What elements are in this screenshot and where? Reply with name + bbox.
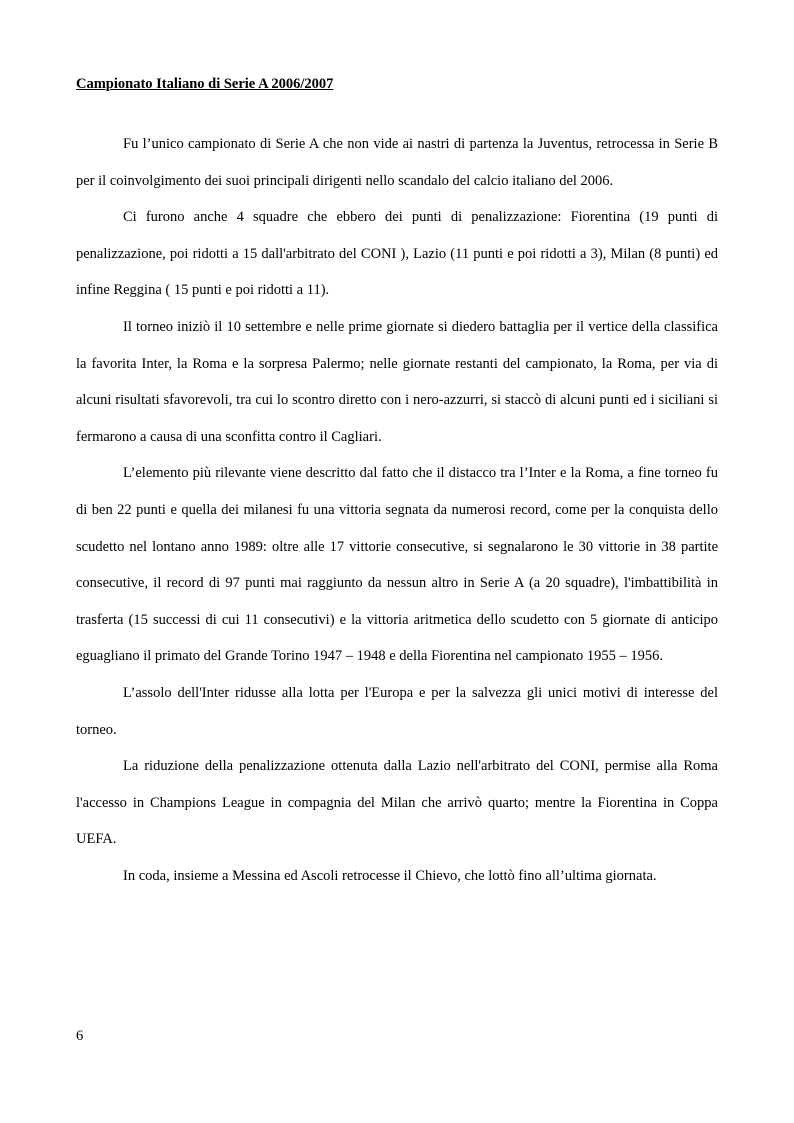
paragraph-inter-solo: L’assolo dell'Inter ridusse alla lotta per l'Europa e per la salvezza gli unici motivi di interesse del torneo. xyxy=(76,684,718,738)
paragraph-tournament-start: Il torneo iniziò il 10 settembre e nelle prime giornate si diedero battaglia per il vertice della classifica la favorita Inter, la Roma e la sorpresa Palermo; nelle giornate restanti del campionato, la Roma, per via di alcuni risultati sfavorevoli, tra cui lo scontro diretto con i nero-azzurri, si staccò di alcuni punti ed i siciliani si fermarono a causa di una sconfitta contro il Cagliari. xyxy=(76,318,718,445)
document-title: Campionato Italiano di Serie A 2006/2007 xyxy=(76,76,334,92)
paragraph-lazio-reduction: La riduzione della penalizzazione ottenuta dalla Lazio nell'arbitrato del CONI, permise alla Roma l'accesso in Champions League in compagnia del Milan che arrivò quarto; mentre la Fiorentina in Coppa UEFA. xyxy=(76,758,718,848)
paragraph-relegations: In coda, insieme a Messina ed Ascoli retrocesse il Chievo, che lottò fino all’ultima giornata. xyxy=(123,867,657,884)
document-body xyxy=(76,126,718,894)
paragraph-inter-records: L’elemento più rilevante viene descritto dal fatto che il distacco tra l’Inter e la Roma, a fine torneo fu di ben 22 punti e quella dei milanesi fu una vittoria segnata da numerosi record, come per la conquista dello scudetto nel lontano anno 1989: oltre alle 17 vittorie consecutive, si segnalarono le 30 vittorie in 38 partite consecutive, il record di 97 punti mai raggiunto da nessun altro in Serie A (a 20 squadre), l'imbattibilità in trasferta (15 successi di cui 11 consecutivi) e la vittoria aritmetica dello scudetto con 5 giornate di anticipo eguagliano il primato del Grande Torino 1947 – 1948 e della Fiorentina nel campionato 1955 – 1956. xyxy=(76,465,718,665)
paragraph-penalizations: Ci furono anche 4 squadre che ebbero dei punti di penalizzazione: Fiorentina (19 punti di penalizzazione, poi ridotti a 15 dall'arbitrato del CONI ), Lazio (11 punti e poi ridotti a 3), Milan (8 punti) ed infine Reggina ( 15 punti e poi ridotti a 11). xyxy=(76,209,718,299)
paragraph-juventus: Fu l’unico campionato di Serie A che non vide ai nastri di partenza la Juventus, retrocessa in Serie B per il coinvolgimento dei suoi principali dirigenti nello scandalo del calcio italiano del 2006. xyxy=(76,136,718,189)
page-number: 6 xyxy=(76,1028,84,1044)
